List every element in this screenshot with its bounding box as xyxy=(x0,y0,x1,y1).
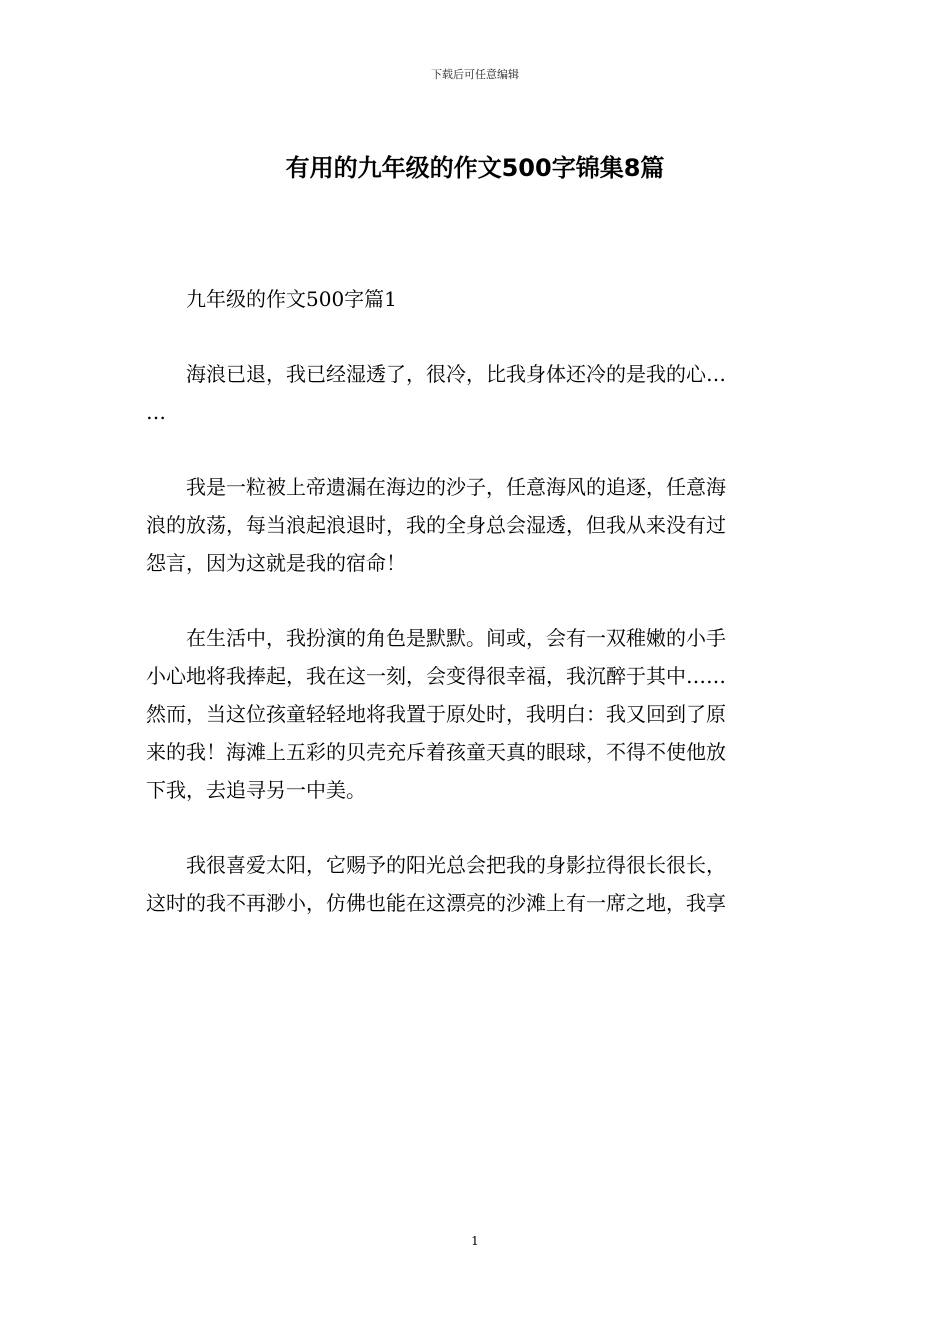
page-number: 1 xyxy=(471,1234,479,1248)
paragraph-4: 我很喜爱太阳，它赐予的阳光总会把我的身影拉得很长很长， 这时的我不再渺小，仿佛也能在这漂亮的沙滩上有一席之地，我享 xyxy=(146,853,726,915)
paragraph-2: 我是一粒被上帝遗漏在海边的沙子，任意海风的追逐，任意海 浪的放荡，每当浪起浪退时，我的全身总会湿透，但我从来没有过 怨言，因为这就是我的宿命！ xyxy=(146,475,726,575)
document-title: 有用的九年级的作文500字锦集8篇 xyxy=(285,154,665,182)
paragraph-3: 在生活中，我扮演的角色是默默。间或，会有一双稚嫩的小手 小心地将我捧起，我在这一刻，会变得很幸福，我沉醉于其中…… 然而，当这位孩童轻轻地将我置于原处时，我明白：我又回到了原 来的我！海滩上五彩的贝壳充斥着孩童天真的眼球，不得不使他放 下我，去追寻另一中美。 xyxy=(146,626,726,802)
document-body xyxy=(146,280,806,959)
paragraph-1: 海浪已退，我已经湿透了，很冷，比我身体还冷的是我的心… … xyxy=(146,362,726,424)
page-header-note: 下载后可任意编辑 xyxy=(431,68,519,81)
section-heading: 九年级的作文500字篇1 xyxy=(186,287,397,311)
